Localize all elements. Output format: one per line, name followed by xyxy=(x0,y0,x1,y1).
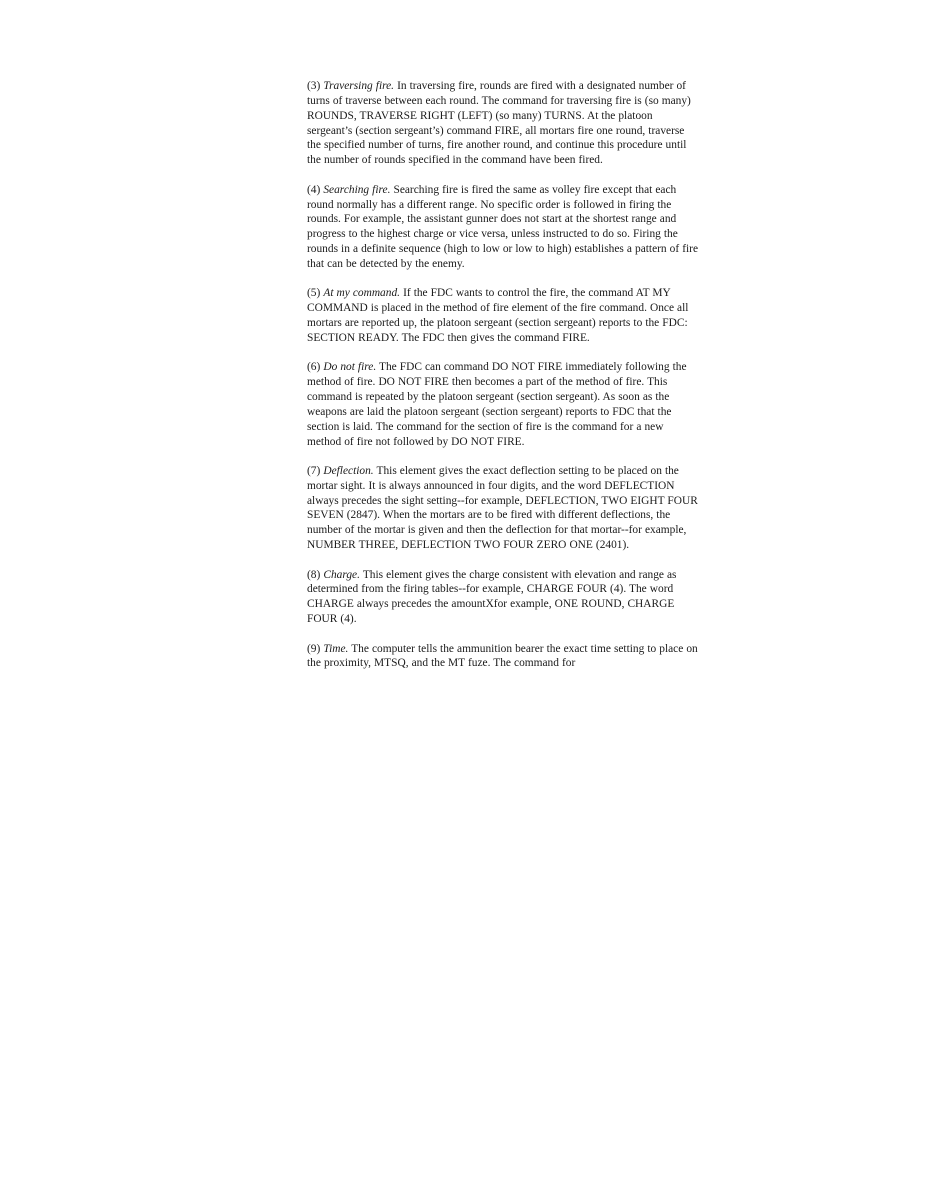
paragraph-title: Deflection. xyxy=(323,464,374,477)
paragraph-do-not-fire xyxy=(307,360,699,449)
paragraph-number: (4) xyxy=(307,183,321,196)
paragraph-body: In traversing fire, rounds are fired with a designated number of turns of traverse between each round. The command for traversing fire is (so many) ROUNDS, TRAVERSE RIGHT (LEFT) (so many) TURNS. At the platoon sergeant’s (section sergeant’s) command FIRE, all mortars fire one round, traverse the specified number of turns, fire another round, and continue this procedure until the number of rounds specified in the command have been fired. xyxy=(307,80,691,167)
paragraph-body: The FDC can command DO NOT FIRE immediately following the method of fire. DO NOT FIRE then becomes a part of the method of fire. This command is repeated by the platoon sergeant (section sergeant). As soon as the weapons are laid the platoon sergeant (section sergeant) reports to FDC that the section is laid. The command for the section of fire is the command for a new method of fire not followed by DO NOT FIRE. xyxy=(307,361,687,448)
paragraph-body: If the FDC wants to control the fire, the command AT MY COMMAND is placed in the method of fire element of the fire command. Once all mortars are reported up, the platoon sergeant (section sergeant) reports to the FDC: SECTION READY. The FDC then gives the command FIRE. xyxy=(307,287,689,344)
paragraph-number: (6) xyxy=(307,361,321,374)
paragraph-body: This element gives the charge consistent with elevation and range as determined from the firing tables--for example, CHARGE FOUR (4). The word CHARGE always precedes the amountXfor example, ONE ROUND, CHARGE FOUR (4). xyxy=(307,568,677,626)
paragraph-number: (3) xyxy=(307,80,321,92)
paragraph-body: This element gives the exact deflection setting to be placed on the mortar sight. It is always announced in four digits, and the word DEFLECTION always precedes the sight setting--for example, DEFLECTION, TWO EIGHT FOUR SEVEN (2847). When the mortars are to be fired with different deflections, the number of the mortar is given and then the deflection for that mortar--for example, NUMBER THREE, DEFLECTION TWO FOUR ZERO ONE (2401). xyxy=(307,464,698,552)
paragraph-number: (9) xyxy=(307,642,321,655)
paragraph-charge xyxy=(307,568,699,627)
paragraph-number: (7) xyxy=(307,464,321,477)
paragraph-traversing-fire xyxy=(307,79,699,168)
paragraph-number: (8) xyxy=(307,568,321,581)
paragraph-title: Traversing fire. xyxy=(323,80,395,92)
paragraph-title: At my command. xyxy=(323,287,400,300)
paragraph-title: Charge. xyxy=(323,568,360,581)
paragraph-at-my-command xyxy=(307,286,699,345)
paragraph-title: Searching fire. xyxy=(323,183,391,196)
paragraph-time xyxy=(307,642,699,672)
paragraph-deflection xyxy=(307,464,699,553)
paragraph-title: Do not fire. xyxy=(323,361,377,374)
paragraph-body: Searching fire is fired the same as volley fire except that each round normally has a different range. No specific order is followed in firing the rounds. For example, the assistant gunner does not start at the shortest range and progress to the highest charge or vice versa, unless instructed to do so. Firing the rounds in a definite sequence (high to low or low to high) establishes a pattern of fire that can be detected by the enemy. xyxy=(307,183,699,270)
paragraph-number: (5) xyxy=(307,287,321,300)
document-body xyxy=(307,79,699,686)
paragraph-title: Time. xyxy=(323,642,349,655)
paragraph-body: The computer tells the ammunition bearer the exact time setting to place on the proximity, MTSQ, and the MT fuze. The command for xyxy=(307,642,698,670)
paragraph-searching-fire xyxy=(307,183,699,272)
